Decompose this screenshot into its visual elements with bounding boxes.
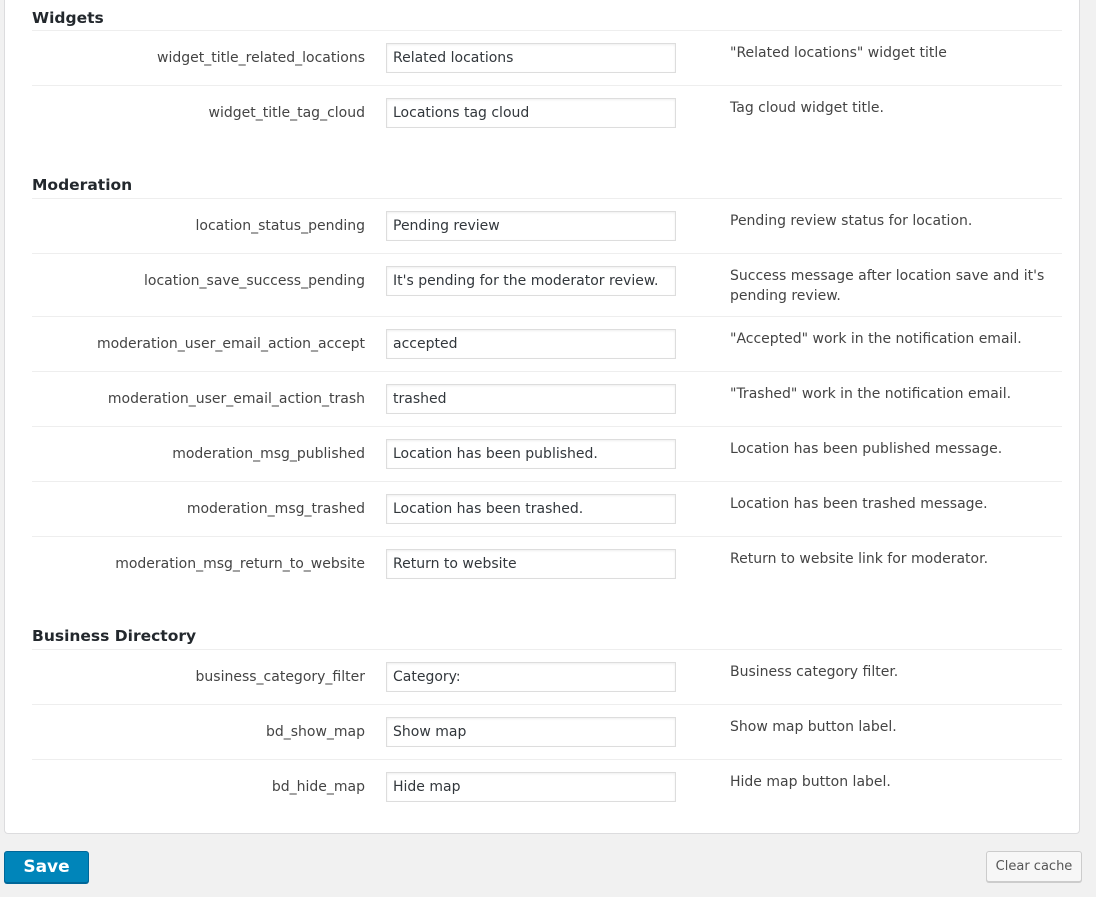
setting-key-label: moderation_user_email_action_trash: [107, 391, 365, 407]
setting-description: Return to website link for moderator.: [730, 551, 989, 567]
setting-description: Show map button label.: [730, 719, 897, 735]
setting-row-location-save-success-pending: [32, 253, 1062, 316]
setting-key-label: location_save_success_pending: [144, 273, 365, 289]
setting-description: Business category filter.: [730, 664, 899, 680]
moderation-msg-published-input[interactable]: [386, 439, 676, 469]
setting-description: "Accepted" work in the notification email.: [730, 331, 1022, 347]
setting-description: Hide map button label.: [730, 774, 891, 790]
setting-key-label: location_status_pending: [195, 218, 365, 234]
section-title-moderation: Moderation: [32, 176, 133, 194]
setting-description: Tag cloud widget title.: [730, 100, 884, 116]
setting-description: Pending review status for location.: [730, 213, 973, 229]
location-status-pending-input[interactable]: [386, 211, 676, 241]
setting-row-moderation-msg-trashed: [32, 481, 1062, 536]
moderation-msg-trashed-input[interactable]: [386, 494, 676, 524]
setting-description: Location has been trashed message.: [730, 496, 988, 512]
setting-row-moderation-user-email-action-trash: [32, 371, 1062, 426]
widget-title-related-locations-input[interactable]: [386, 43, 676, 73]
setting-key-label: bd_show_map: [265, 724, 365, 740]
setting-row-business-category-filter: [32, 649, 1062, 704]
setting-key-label: bd_hide_map: [271, 779, 365, 795]
setting-row-bd-hide-map: [32, 759, 1062, 814]
setting-description: "Related locations" widget title: [730, 45, 947, 61]
setting-key-label: moderation_msg_return_to_website: [115, 556, 365, 572]
settings-panel: [4, 0, 1080, 834]
setting-row-moderation-user-email-action-accept: [32, 316, 1062, 371]
moderation-msg-return-to-website-input[interactable]: [386, 549, 676, 579]
location-save-success-pending-input[interactable]: [386, 266, 676, 296]
moderation-user-email-action-trash-input[interactable]: [386, 384, 676, 414]
moderation-user-email-action-accept-input[interactable]: [386, 329, 676, 359]
setting-row-bd-show-map: [32, 704, 1062, 759]
setting-row-widget-title-related-locations: [32, 30, 1062, 85]
bd-hide-map-input[interactable]: [386, 772, 676, 802]
save-button[interactable]: Save: [4, 851, 89, 883]
business-category-filter-input[interactable]: [386, 662, 676, 692]
setting-key-label: moderation_msg_published: [172, 446, 365, 462]
bd-show-map-input[interactable]: [386, 717, 676, 747]
setting-description: "Trashed" work in the notification email.: [730, 386, 1012, 402]
setting-description: Location has been published message.: [730, 441, 1003, 457]
section-title-business-directory: Business Directory: [32, 627, 197, 645]
setting-key-label: moderation_user_email_action_accept: [96, 336, 365, 352]
widget-title-tag-cloud-input[interactable]: [386, 98, 676, 128]
setting-key-label: business_category_filter: [195, 669, 365, 685]
setting-key-label: widget_title_related_locations: [157, 50, 365, 66]
section-title-widgets: Widgets: [32, 9, 104, 27]
setting-key-label: moderation_msg_trashed: [186, 501, 365, 517]
setting-description: Success message after location save and it's pending review.: [730, 268, 1045, 304]
clear-cache-button[interactable]: Clear cache: [986, 851, 1082, 882]
setting-row-widget-title-tag-cloud: [32, 85, 1062, 140]
setting-key-label: widget_title_tag_cloud: [208, 105, 365, 121]
setting-row-moderation-msg-published: [32, 426, 1062, 481]
setting-row-moderation-msg-return-to-website: [32, 536, 1062, 591]
setting-row-location-status-pending: [32, 198, 1062, 253]
